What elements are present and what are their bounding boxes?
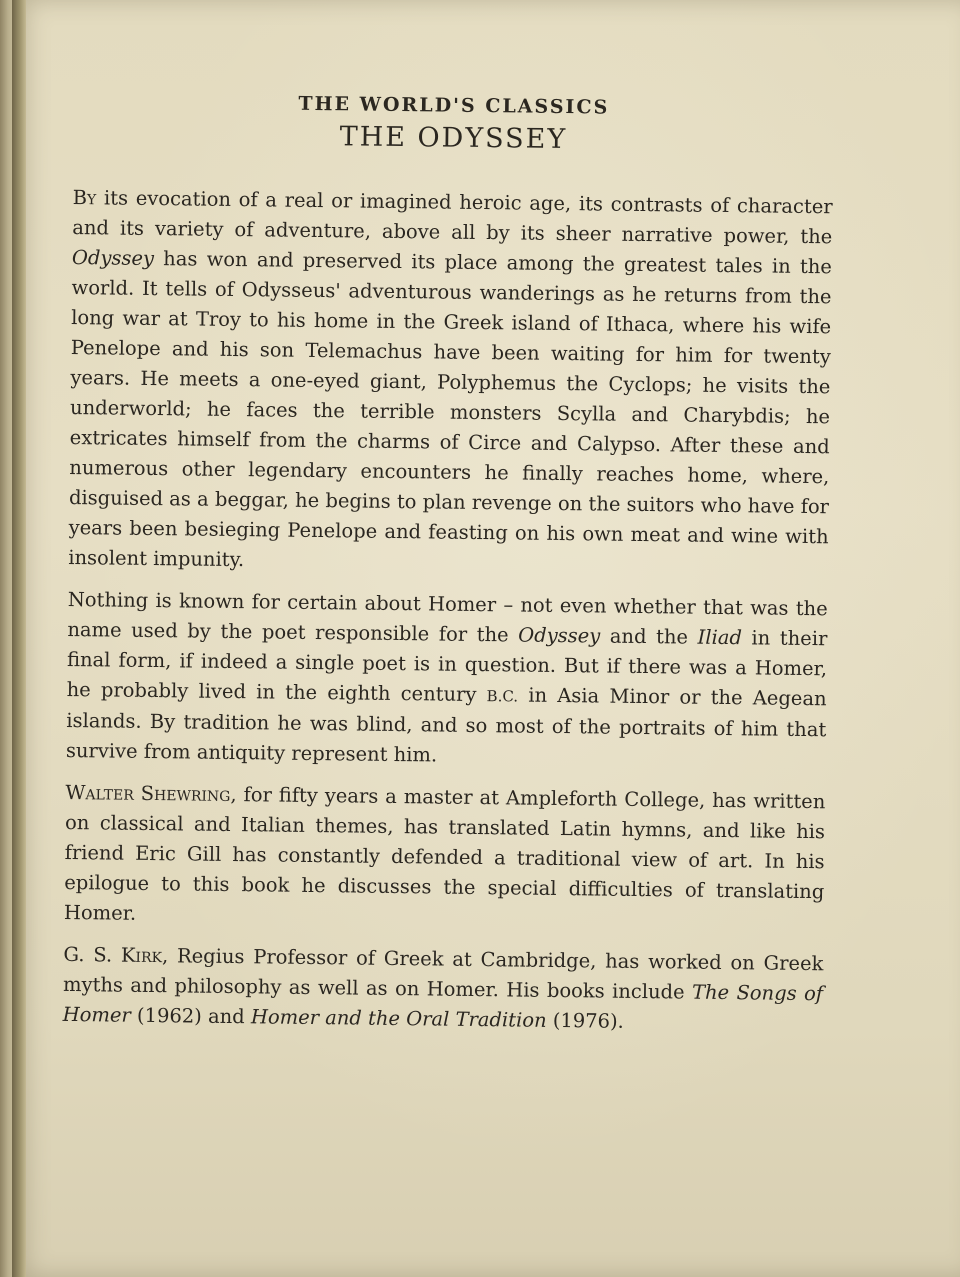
homer-odyssey-italic: Odyssey	[518, 623, 601, 648]
synopsis-odyssey-italic: Odyssey	[71, 245, 155, 270]
paragraph-synopsis	[68, 183, 833, 582]
homer-text-2: and the	[600, 624, 698, 649]
paragraph-homer	[66, 585, 828, 775]
translator-name: Walter Shewring	[65, 780, 231, 806]
homer-text-3: in their final form, if indeed a single poet is in question. But if there was a Homer, he probably lived in the eighth century	[66, 626, 828, 707]
book-title-oral-tradition: Homer and the Oral Tradition	[250, 1005, 547, 1032]
series-heading: THE WORLD'S CLASSICS	[298, 92, 610, 119]
paragraph-translator	[64, 778, 826, 937]
page-content	[62, 90, 834, 1051]
paragraph-introducer	[63, 940, 824, 1039]
introducer-text-2: (1962) and	[130, 1003, 252, 1029]
introducer-name: G. S. Kirk	[63, 942, 163, 968]
homer-text-1: Nothing is known for certain about Homer – not even whether that was the name used by the poet responsible for the	[67, 587, 828, 647]
book-spine-shadow	[12, 0, 26, 1277]
synopsis-text-2: has won and preserved its place among the greatest tales in the world. It tells of Odysseus' adventurous wanderings as he returns from the long war at Troy to his home in the Greek island of Ithaca, where his wife Penelope and his son Telemachus have been waiting for him for twenty years. He meets a one-eyed giant, Polyphemus the Cyclops; he visits the underworld; he faces the terrible monsters Scylla and Charybdis; he extricates himself from the charms of Circe and Calypso. After these and numerous other legendary encounters he finally reaches home, where, disguised as a beggar, he begins to plan revenge on the suitors who have for years been besieging Penelope and feasting on his own meat and wine with insolent impunity.	[68, 246, 833, 572]
homer-iliad-italic: Iliad	[697, 625, 743, 650]
drop-lead-word: By	[72, 185, 97, 210]
translator-text: , for fifty years a master at Ampleforth College, has written on classical and Italian themes, has translated Latin hymns, and like his friend Eric Gill has constantly defended a traditional view of art. In his epilogue to this book he discusses the special difficulties of translating Homer.	[63, 782, 826, 925]
homer-text-4: in Asia Minor or the Aegean islands. By tradition he was blind, and so most of the portraits of him that survive from antiquity represent him.	[65, 683, 827, 767]
synopsis-text-1: its evocation of a real or imagined heroic age, its contrasts of character and its variety of adventure, above all by its sheer narrative power, the	[72, 186, 833, 249]
book-title: THE ODYSSEY	[339, 121, 568, 156]
homer-bc: B.C.	[486, 687, 519, 706]
introducer-text-3: (1976).	[546, 1008, 624, 1033]
introducer-text-1: , Regius Professor of Greek at Cambridge, has worked on Greek myths and philosophy as well as on Homer. His books include	[62, 944, 824, 1004]
book-title-songs-of-homer: The Songs of Homer	[62, 980, 824, 1027]
book-page	[12, 0, 960, 1277]
